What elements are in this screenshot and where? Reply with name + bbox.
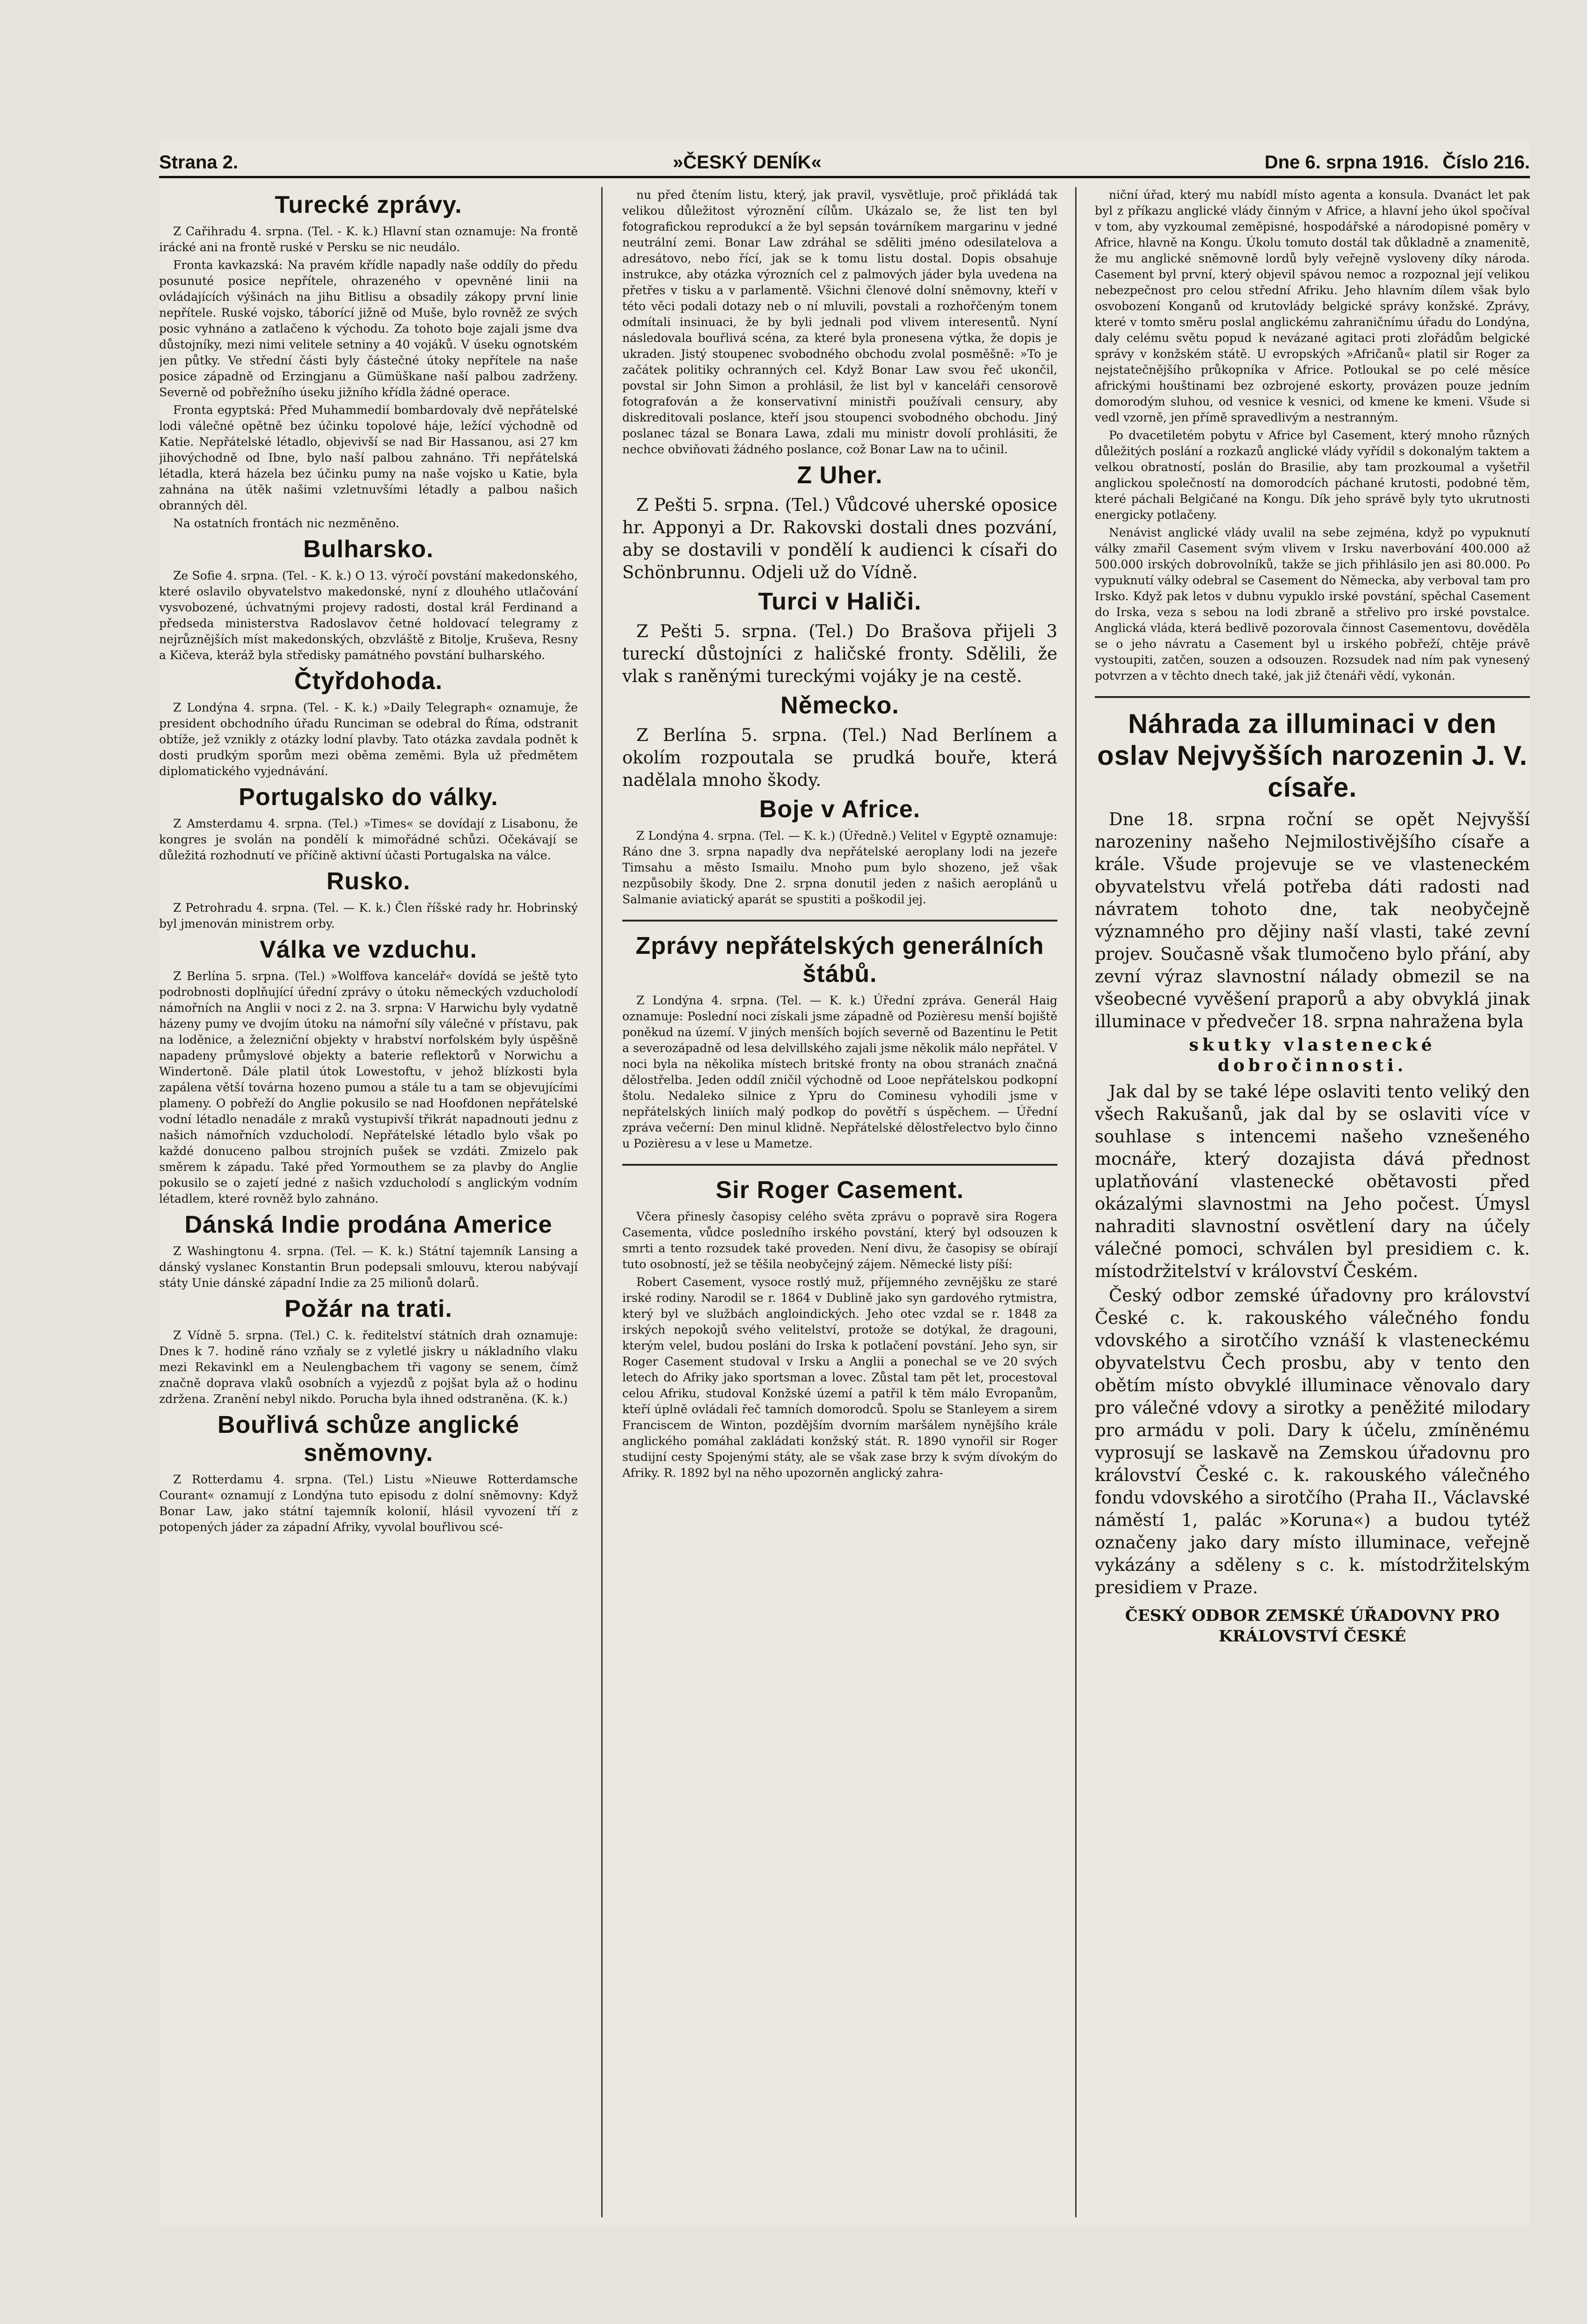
column-rule [1075,187,1077,2217]
issue-info [1256,152,1530,173]
article-paragraph: Nenávist anglické vlády uvalil na sebe zejména, když po vypuknutí války zmařil Casement svým vlivem v Irsku naverbování 400.000 až 500.000 irských dobrovolníků, takže se jich přihlásilo jen asi 80.000. Po vypuknutí války odebral se Casement do Německa, aby verboval tam pro Irsko. Když pak letos v dubnu vypuklo irské povstání, spěchal Casement do Irska, veza s sebou na lodi zbraně a střelivo pro irské povstalce. Anglická vláda, která bedlivě pozorovala činnost Casementovu, dověděla se o jeho návratu a Casement byl u irského pobřeží, chtěje právě vystoupiti, zatčen, souzen a odsouzen. Rozsudek nad ním pak vynesený potvrzen a v těchto dnech také, jak již čtenáři vědí, vykonán. [1095,526,1530,683]
article-headline: Portugalsko do války. [239,784,498,811]
article-paragraph: Z Cařihradu 4. srpna. (Tel. - K. k.) Hlavní stan oznamuje: Na frontě irácké ani na frontě ruské v Persku se nic neudálo. [159,225,578,254]
article-paragraph: Z Petrohradu 4. srpna. (Tel. — K. k.) Člen říšské rady hr. Hobrinský byl jmenován ministrem orby. [159,901,578,930]
section-divider [1095,696,1530,698]
newspaper-title: »ČESKÝ DENÍK« [672,152,822,173]
article-headline: Sir Roger Casement. [715,1177,964,1204]
article-paragraph: Z Berlína 5. srpna. (Tel.) Nad Berlínem a okolím rozpoutala se prudká bouře, která nadělala mnoho škody. [622,725,1057,790]
article-paragraph: Ze Sofie 4. srpna. (Tel. - K. k.) O 13. výročí povstání makedonského, které oslavilo obyvatelstvo makedonské, nyní z dlouhého utlačování vysvobozené, úchvatnými projevy radosti, dostal král Ferdinand a předseda ministerstva Radoslavov četné holdovací telegramy z nejrůznějších míst makedonských, obzvláště z Bitolje, Kruševa, Resny a Kičeva, kteráž byla středisky památného povstání bulharského. [159,569,578,662]
article-paragraph: Dne 18. srpna roční se opět Nejvyšší narozeniny našeho Nejmilostivějšího císaře a krále. Všude projevuje se ve vlasteneckém obyvatelstvu vřelá potřeba dáti radosti nad návratem tohoto dne, tak neobyčejně významného pro dějiny naší vlasti, také zevní projev. Současně však tlumočeno bylo přání, aby zevní výraz slavnostní nálady obmezil se na všeobecné vyvěšení praporů a aby obvyklá jinak illuminace v předvečer 18. srpna nahražena byla [1095,809,1530,1031]
masthead [159,140,1530,178]
article-paragraph: Z Amsterdamu 4. srpna. (Tel.) »Times« se dovídají z Lisabonu, že kongres je svolán na pondělí k mimořádné schůzi. Očekávají se důležitá rozhodnutí ve příčině aktivní účasti Portugalska na válce. [159,817,578,862]
article-headline: Zprávy nepřátelských generálních štábů. [635,932,1044,988]
section-divider [622,920,1057,922]
article-paragraph: Z Londýna 4. srpna. (Tel. — K. k.) Úřední zpráva. Generál Haig oznamuje: Poslední noci získali jsme západně od Pozièresu menší bojiště poněkud na území. V jiných menších bojích severně od Bazentinu le Petit a severozápadně od lesa delvillského zajali jsme několik málo nepřátel. V noci byla na několika místech britské fronty na obou stranách značná dělostřelba. Jeden oddíl zničil východně od Looe nepřátelskou podkopní štolu. Nedaleko silnice z Ypru do Cominesu vyhodili jsme v nepřátelských liniích malý podkop do povětří s úspěchem. — Úřední zpráva večerní: Den minul klidně. Nepřátelské dělostřelectvo bylo činno u Pozièresu a v lese u Mametze. [622,994,1057,1150]
page-number: Strana 2. [159,152,238,173]
article-paragraph: Z Washingtonu 4. srpna. (Tel. — K. k.) Státní tajemník Lansing a dánský vyslanec Konstantin Brun podepsali smlouvu, kterou nabývají státy Unie dánské západní Indie za 25 milionů dolarů. [159,1244,578,1290]
article-paragraph: Český odbor zemské úřadovny pro království České c. k. rakouského válečného fondu vdovského a sirotčího vznáší k vlasteneckému obyvatelstvu Čech prosbu, aby v tento den obětím místo obvyklé illuminace věnovalo dary pro válečné vdovy a sirotky a peněžité milodary pro armádu v poli. Dary k účelu, zmíněnému vyprosují se laskavě na Zemskou úřadovnu pro království České c. k. rakouského válečného fondu vdovského a sirotčího (Praha II., Václavské náměstí 1, palác »Koruna«) a budou tytéž označeny jako dary místo illuminace, veřejně vykázány a sděleny s c. k. místodržitelským presidiem v Praze. [1095,1285,1530,1598]
article-paragraph: niční úřad, který mu nabídl místo agenta a konsula. Dvanáct let pak byl z příkazu anglické vlády činným v Africe, a hlavní jeho úkol spočíval v tom, aby vyzkoumal zeměpisné, hospodářské a národopisné poměry v Africe, hlavně na Kongu. Úkolu tomuto dostál tak důkladně a znamenitě, že mu anglické sněmovně lordů byly veřejně vysloveny díky národa. Casement byl první, který objevil spávou nemoc a rozpoznal její velikou nebezpečnost pro celou střední Afriku. Jeho hlavním dílem však bylo osvobození Konganů od krutovlády belgické správy konžské. Zprávy, které v tomto směru poslal anglickému zahraničnímu úřadu do Londýna, daly celému světu popud k nevázané agitaci proti zlořádům belgické správy v konžském státě. U evropských »Afričanů« platil sir Roger za nejstatečnějšího průkopníka v Africe. Potloukal se po celé měsíce africkými houštinami bez ozbrojené eskorty, provázen pouze jedním domorodým sluhou, od vesnice k vesnici, od kmene ke kmeni. Všude si vedl vzorně, jen přímě spravedlivým a nestranným. [1095,188,1530,424]
article-headline: Z Uher. [797,462,883,489]
newspaper-page [159,140,1530,2227]
article-paragraph: Robert Casement, vysoce rostlý muž, příjemného zevnějšku ze staré irské rodiny. Narodil se r. 1864 v Dublině jako syn gardového rytmistra, který byl ve službách angloindických. Jeho otec vzdal se r. 1848 za irských nepokojů svého velitelství, protože se dotýkal, že dragouni, kterým velel, budou posláni do Irska k potlačení povstání. Jeho syn, sir Roger Casement studoval v Irsku a Anglii a ponechal se ve 20 svých letech do Afriky jako sportsman a lovec. Zůstal tam pět let, procestoval celou Afriku, studoval Konžské území a patřil k těm málo Evropanům, kteří úplně ovládali řeč tamních domorodců. Spolu se Stanleyem a sirem Franciscem de Winton, pozdějším dvorním maršálem nynějšího krále anglického pomáhal zakládati konžský stát. R. 1890 vynořil sir Roger studijní cesty Spojenými státy, ale se však zase brzy k svým dívokým do Afriky. R. 1892 byl na něho upozorněn anglický zahra- [622,1275,1057,1480]
section-divider [622,1164,1057,1166]
article-paragraph: Z Pešti 5. srpna. (Tel.) Vůdcové uherské oposice hr. Apponyi a Dr. Rakovski dostali dnes pozvání, aby se dostavili v pondělí k audienci k císaři do Schönbrunnu. Odjeli už do Vídně. [622,495,1057,582]
article-paragraph: Z Pešti 5. srpna. (Tel.) Do Brašova přijeli 3 tureckí důstojníci z haličské fronty. Sdělili, že vlak s raněnými tureckými vojáky je na cestě. [622,621,1057,686]
issue-date: Dne 6. srpna 1916. [1264,152,1429,173]
issue-number: Číslo 216. [1442,152,1530,173]
article-signature: ČESKÝ ODBOR ZEMSKÉ ÚŘADOVNY PRO KRÁLOVSTVÍ ČESKÉ [1125,1606,1500,1646]
article-paragraph: Fronta kavkazská: Na pravém křídle napadly naše oddíly do předu posunuté posice nepřítele, ohrazeného v opevněné linii na ovládajících výšinách na jihu Bitlisu a obsadily zákopy první linie nepřítele. Ruské vojsko, táborící jižně od Muše, bylo rovněž ze svých posic vyhnáno a zatlačeno k východu. Za tohoto boje zajali jsme dva důstojníky, mezi nimi velitele setniny a 40 vojáků. V úseku ognotském jen půtky. Ve střední části byly částečné útoky nepřítele na naše posice západně od Erzingjanu a Gümüškane naší palbou zadrženy. Severně od pobřežního úseku jižního křídla žádné operace. [159,258,578,399]
article-paragraph: Z Londýna 4. srpna. (Tel. — K. k.) (Úředně.) Velitel v Egyptě oznamuje: Ráno dne 3. srpna napadly dva nepřátelské aeroplany lodi na jezeře Timsahu a město Ismailu. Mnoho pum bylo shozeno, jež však nezpůsobily škody. Dne 2. srpna donutil jeden z našich aeroplánů u Salmanie aviatický aparát se spustiti a poškodil jej. [622,829,1057,906]
article-paragraph: Z Berlína 5. srpna. (Tel.) »Wolffova kancelář« dovídá se ještě tyto podrobnosti doplňující úřední zprávy o útoku německých vzducholodí námořních na Anglii v noci z 2. na 3. srpna: V Harwichu byly vydatně házeny pumy ve dvojím útoku na námořní síly válečné v přístavu, pak na loděnice, a železniční objekty v hrabství norfolském byly úspěšně napadeny průmyslové objekty a baterie reflektorů v Norwichu a Windertoně. Dále platil útok Lowestoftu, v jehož blízkosti byla zapálena větší továrna hozeno pumou a stále tu a tam se objevujícími plameny. O pobřeží do Anglie pokusilo se nad Hoofdonen nepřátelské vodní létadlo nenadále z mraků vystupivší třikrát napadnouti jednu z našich námořních vzducholodí. Nepřátelské létadlo bylo však po každé donuceno palbou strojních pušek se vzdáti. Zmizelo pak směrem k západu. Také před Yormouthem se za plavby do Anglie pokusilo se o zajetí jedné z našich vzducholodí s anglickým vodním létadlem, které rovněž bylo zahnáno. [159,969,578,1206]
article-headline: Náhrada za illuminaci v den oslav Nejvyšších narozenin J. V. císaře. [1097,709,1528,803]
article-subheading: skutky vlastenecké dobročinnosti. [1189,1035,1436,1075]
article-headline: Turci v Haliči. [758,588,922,615]
column-2 [622,187,1057,2222]
article-paragraph: Z Londýna 4. srpna. (Tel. - K. k.) »Daily Telegraph« oznamuje, že president obchodního úřadu Runciman se odebral do Říma, odstranit obtíže, jež vznikly z otázky lodní plavby. Tato otázka zavdala podnět k dosti prudkým sporům mezi oběma zeměmi. Byla už předmětem diplomatického vyjednávání. [159,701,578,778]
column-3 [1095,187,1530,2222]
article-paragraph: Včera přinesly časopisy celého světa zprávu o popravě sira Rogera Casementa, vůdce posledního irského povstání, který byl odsouzen k smrti a tento rozsudek také proveden. Není divu, že časopisy se obírají tuto osobností, jež se těšila neobyčejný zájem. Německé listy píší: [622,1210,1057,1271]
article-paragraph: Jak dal by se také lépe oslaviti tento veliký den všech Rakušanů, jak dal by se oslaviti více v souhlase s intencemi našeho vznešeného mocnáře, který dozajista dává přednost uplatňování vlastenecké obětavosti před okázalými slavnostmi na Jeho počest. Úmysl nahraditi slavnostní osvětlení dary na účely válečné pomoci, schválen byl presidiem c. k. místodržitelství v království Českém. [1095,1082,1530,1281]
article-headline: Boje v Africe. [759,796,921,823]
article-paragraph: Po dvacetiletém pobytu v Africe byl Casement, který mnoho různých důležitých poslání a rozkazů anglické vlády vyřídil s dokonalým taktem a velkou obratností, poslán do Brasilie, aby tam prozkoumal a vyšetřil anglickou společností na domorodcích páchané krutosti, podobné těm, které páchali Belgičané na Kongu. Dík jeho správě byly tyto ukrutnosti energicky potlačeny. [1095,428,1530,522]
article-paragraph: nu před čtením listu, který, jak pravil, vysvětluje, proč přikládá tak velikou důležitost výroznění cílům. Ukázalo se, že list ten byl fotografickou reprodukcí a že byl sepsán továrníkem margarinu v jedné neutrální zemi. Bonar Law zdráhal se sděliti jméno odesilatelova a adresátovo, nebo řící, jak se k tomu listu dostal. Dopis obsahuje instrukce, aby otázka výrozních cel z palmových jáder byla uvedena na přetřes v tisku a v parlamentě. Všichni členové dolní sněmovny, kteří v této věci podali dotazy neb o ní mluvili, povstali a rozhořčeným tonem odmítali insinuaci, že by byli jednali pod vlivem interesentů. Nyní následovala bouřlivá scéna, za které byla pronesena výtka, že dopis je ukraden. Jistý stoupenec svobodného obchodu zvolal posměšně: »To je začátek politiky ochranných cel. Když Bonar Law svou řeč ukončil, povstal sir John Simon a prohlásil, že list byl v kanceláři censorově fotografován a že konservativní ministři používali censury, aby diskreditovali poslance, kteří jsou stoupenci svobodného obchodu. Jiný poslanec tázal se Bonara Lawa, zdali mu ministr dovolí prohlásiti, že nechce obviňovati žádného poslance, což Bonar Law na to učinil. [622,188,1057,456]
article-headline: Turecké zprávy. [275,191,462,218]
article-headline: Dánská Indie prodána Americe [184,1211,553,1238]
article-paragraph: Na ostatních frontách nic nezměněno. [173,516,400,530]
column-1 [159,187,578,2222]
article-headline: Bulharsko. [303,536,434,563]
article-paragraph: Z Rotterdamu 4. srpna. (Tel.) Listu »Nieuwe Rotterdamsche Courant« oznamují z Londýna tuto episodu z dolní sněmovny: Když Bonar Law, jako státní tajemník kolonií, hlásil vyvození tří z potopených jáder za západní Afriky, vyvolal bouřlivou scé- [159,1473,578,1534]
article-headline: Německo. [780,692,899,719]
column-rule [601,187,603,2217]
article-headline: Bouřlivá schůze anglické sněmovny. [217,1411,520,1467]
article-headline: Rusko. [326,868,411,895]
article-paragraph: Z Vídně 5. srpna. (Tel.) C. k. ředitelství státních drah oznamuje: Dnes k 7. hodině ráno vzňaly se z vyletlé jiskry u nákladního vlaku mezi Rekavinkl em a Neulengbachem tři vagony se senem, čímž značně doprava vlaků osobních a vyjezdů z pojšat byla až o hodinu zdržena. Zranění nebyl nikdo. Porucha byla ihned odstraněna. (K. k.) [159,1329,578,1406]
article-paragraph: Fronta egyptská: Před Muhammedií bombardovaly dvě nepřátelské lodi válečné opětně bez účinku topolové háje, ležící východně od Katie. Nepřátelské létadlo, objevivší se nad Bir Hassanou, asi 27 km jihovýchodně od Ibne, bylo naší palbou zahnáno. Tři nepřátelská létadla, která házela bez účinku pumy na naše vojsko u Katie, byla zahnána na útěk našimi vzletnuvšími létadly a palbou našich obranných děl. [159,403,578,512]
article-headline: Požár na trati. [284,1295,452,1322]
article-headline: Čtyřdohoda. [294,668,443,695]
article-headline: Válka ve vzduchu. [260,936,477,963]
